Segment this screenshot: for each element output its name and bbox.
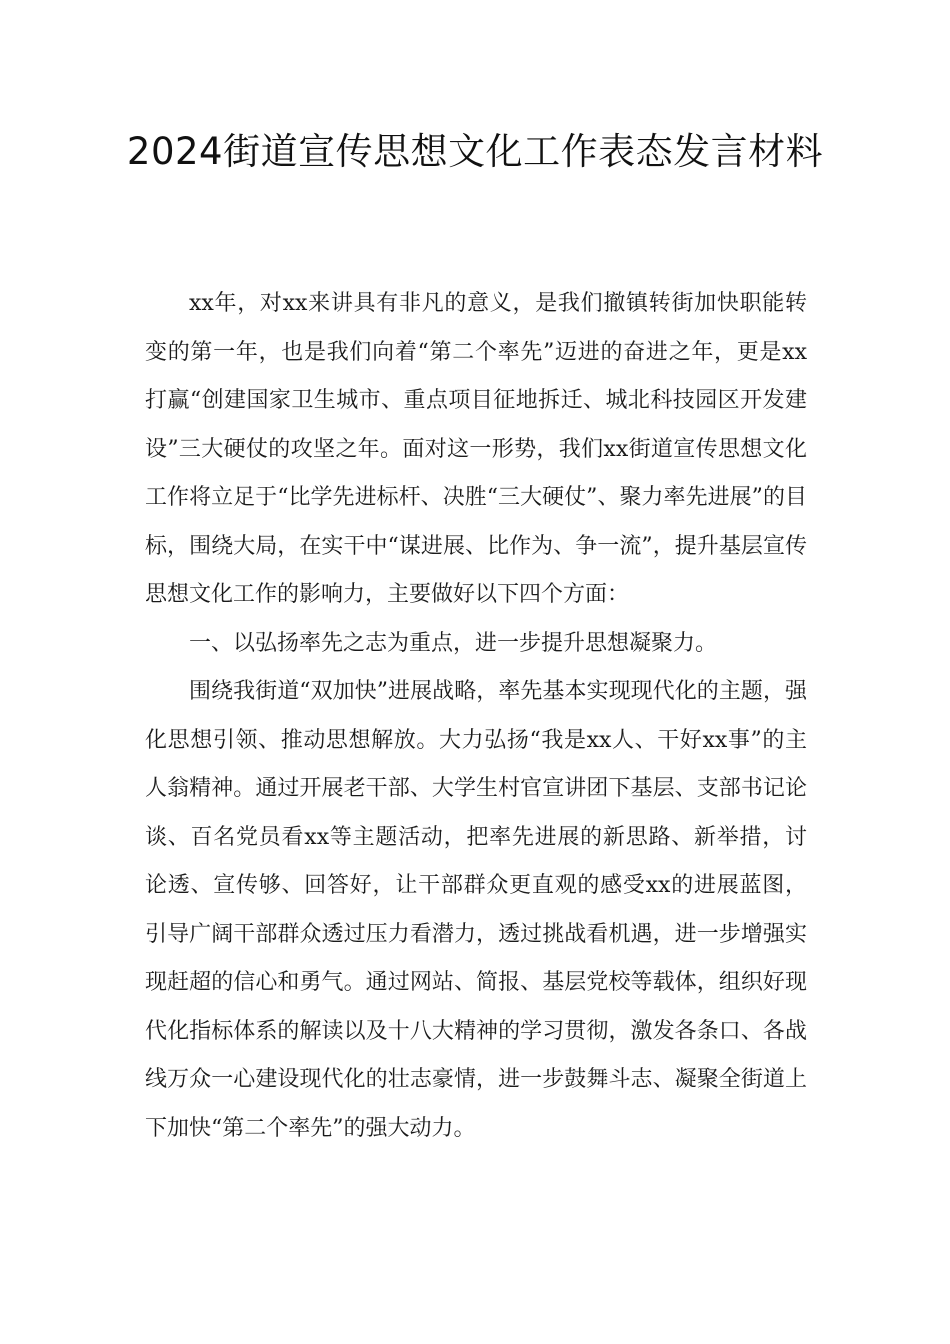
document-body [145,280,807,1153]
document-title: 2024街道宣传思想文化工作表态发言材料 [126,130,824,173]
section-heading-1: 一、以弘扬率先之志为重点，进一步提升思想凝聚力。 [189,630,718,656]
paragraph-section-1: 围绕我街道“双加快”进展战略，率先基本实现现代化的主题，强化思想引领、推动思想解放。大力弘扬“我是xx人、干好xx事”的主人翁精神。通过开展老干部、大学生村官宣讲团下基层、支部书记论谈、百名党员看xx等主题活动，把率先进展的新思路、新举措，讨论透、宣传够、回答好，让干部群众更直观的感受xx的进展蓝图，引导广阔干部群众透过压力看潜力，透过挑战看机遇，进一步增强实现赶超的信心和勇气。通过网站、简报、基层党校等载体，组织好现代化指标体系的解读以及十八大精神的学习贯彻，激发各条口、各战线万众一心建设现代化的壮志豪情，进一步鼓舞斗志、凝聚全街道上下加快“第二个率先”的强大动力。 [145,679,808,1141]
paragraph-intro: xx年，对xx来讲具有非凡的意义，是我们撤镇转街加快职能转变的第一年，也是我们向着“第二个率先”迈进的奋进之年，更是xx打赢“创建国家卫生城市、重点项目征地拆迁、城北科技园区开发建设”三大硬仗的攻坚之年。面对这一形势，我们xx街道宣传思想文化工作将立足于“比学先进标杆、决胜“三大硬仗”、聚力率先进展”的目标，围绕大局，在实干中“谋进展、比作为、争一流”，提升基层宣传思想文化工作的影响力，主要做好以下四个方面： [145,291,807,607]
